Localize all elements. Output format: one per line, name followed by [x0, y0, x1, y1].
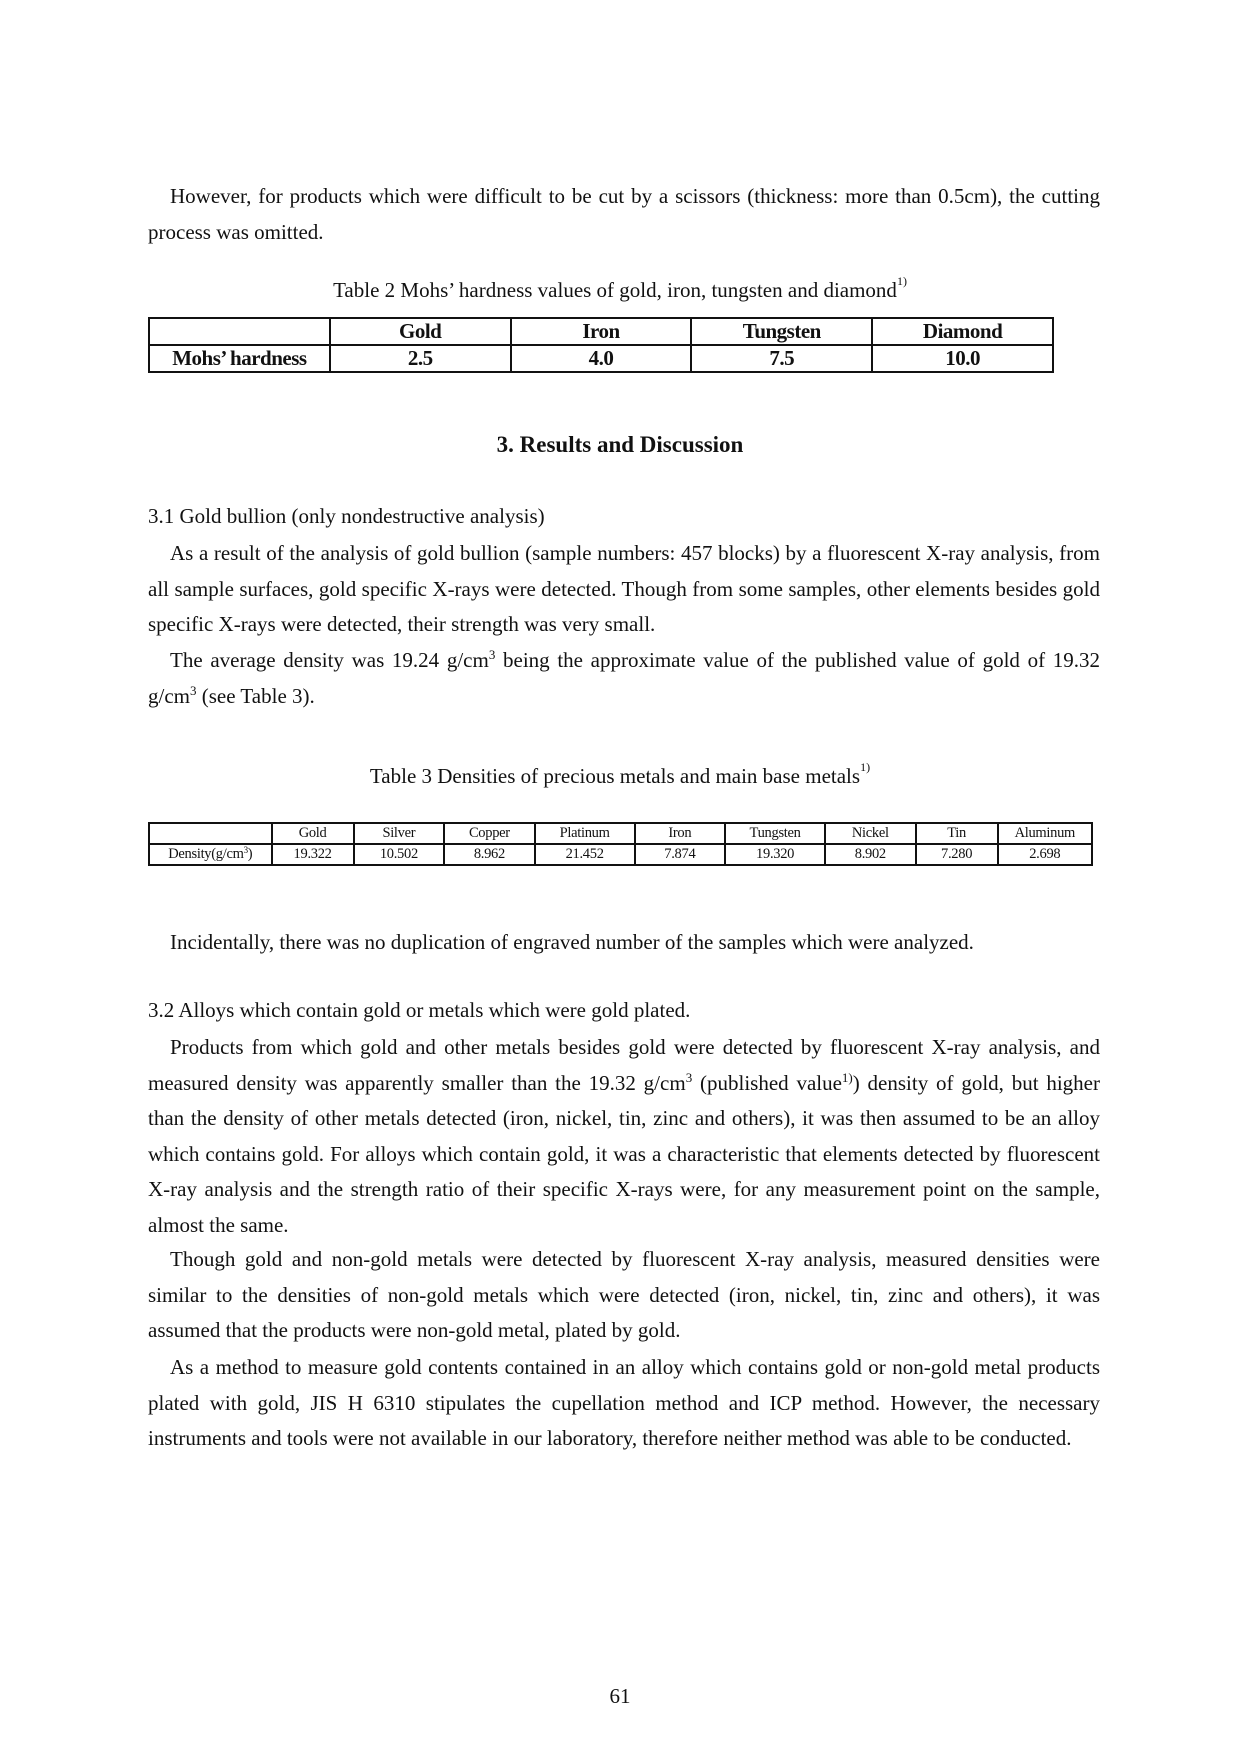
text-run: (see Table 3).: [196, 683, 315, 708]
table-header-cell: Diamond: [872, 318, 1053, 345]
superscript: 3: [243, 845, 248, 855]
table2-caption-ref: 1): [896, 274, 907, 288]
subsection-3-2-paragraph-2: Though gold and non-gold metals were detected by fluorescent X-ray analysis, measured densities were similar to the densities of non-gold metals which were detected (iron, nickel, tin, zinc and others), it was assumed that the products were non-gold metal, plated by gold.: [148, 1247, 1100, 1342]
table-cell: 19.320: [725, 844, 825, 865]
text-run: Density(g/cm: [168, 846, 244, 862]
intro-paragraph: However, for products which were difficult to be cut by a scissors (thickness: more than 0.5cm), the cutting process was omitted.: [148, 184, 1100, 244]
table-row-label: Mohs’ hardness: [149, 345, 330, 372]
table2-caption-text: Table 2 Mohs’ hardness values of gold, iron, tungsten and diamond: [333, 278, 897, 302]
table-cell: 2.5: [330, 345, 511, 372]
table-header-cell: Tin: [916, 823, 998, 844]
table-header-cell: Iron: [511, 318, 692, 345]
table-cell: 7.5: [691, 345, 872, 372]
subsection-3-2-title: 3.2 Alloys which contain gold or metals which were gold plated.: [148, 998, 691, 1022]
text-run: ) density of gold, but higher than the density of other metals detected (iron, nickel, tin, zinc and others), it was then assumed to be an alloy which contains gold. For alloys which contain gold, it was a characteristic that elements detected by fluorescent X-ray analysis and the strength ratio of their specific X-rays were, for any measurement point on the sample, almost the same.: [148, 1070, 1100, 1237]
table-header-cell: Nickel: [825, 823, 916, 844]
table-header-row: [149, 318, 1053, 345]
superscript: 3: [685, 1069, 693, 1085]
table-cell: 10.0: [872, 345, 1053, 372]
table-cell: 19.322: [272, 844, 354, 865]
table-header-cell: Iron: [635, 823, 726, 844]
page-number: 61: [609, 1684, 631, 1708]
subsection-3-1-paragraph-1: As a result of the analysis of gold bullion (sample numbers: 457 blocks) by a fluorescent X-ray analysis, from all sample surfaces, gold specific X-rays were detected. Though from some samples, other elements besides gold specific X-rays were detected, their strength was very small.: [148, 541, 1100, 636]
subsection-3-1-paragraph-3: Incidentally, there was no duplication of engraved number of the samples which were analyzed.: [170, 930, 974, 954]
table-row-label: [149, 844, 272, 865]
table-header-cell: Gold: [272, 823, 354, 844]
table-cell: 21.452: [535, 844, 635, 865]
table-header-cell: Tungsten: [725, 823, 825, 844]
table3-caption: [0, 760, 1240, 789]
table-cell: 8.902: [825, 844, 916, 865]
table-row: [149, 345, 1053, 372]
section-heading: 3. Results and Discussion: [496, 432, 744, 457]
table-cell: 7.874: [635, 844, 726, 865]
table-header-cell: Aluminum: [998, 823, 1092, 844]
text-run: (published value: [692, 1070, 842, 1095]
table3-caption-ref: 1): [860, 760, 871, 774]
table2-caption: [0, 274, 1240, 303]
table-header-row: [149, 823, 1092, 844]
table-cell: 4.0: [511, 345, 692, 372]
table-cell: 2.698: [998, 844, 1092, 865]
table-cell: 8.962: [444, 844, 535, 865]
text-run: The average density was 19.24 g/cm: [170, 648, 489, 672]
superscript: 3: [488, 647, 496, 662]
superscript: 1): [841, 1069, 853, 1085]
density-table: [148, 822, 1093, 866]
table-cell: 10.502: [354, 844, 445, 865]
subsection-3-1-paragraph-2: [148, 643, 1100, 714]
table-header-cell: Copper: [444, 823, 535, 844]
table-header-cell: Silver: [354, 823, 445, 844]
table-cell: 7.280: [916, 844, 998, 865]
table-row: [149, 844, 1092, 865]
table-header-cell: [149, 823, 272, 844]
table-header-cell: Tungsten: [691, 318, 872, 345]
subsection-3-2-paragraph-3: As a method to measure gold contents contained in an alloy which contains gold or non-gold metal products plated with gold, JIS H 6310 stipulates the cupellation method and ICP method. However, the necessary instruments and tools were not available in our laboratory, therefore neither method was able to be conducted.: [148, 1355, 1100, 1450]
table-header-cell: Gold: [330, 318, 511, 345]
text-run: being the approximate value of the published value of gold of 19.32 g/cm: [148, 648, 1100, 708]
subsection-3-1-title: 3.1 Gold bullion (only nondestructive analysis): [148, 504, 545, 528]
table-header-cell: Platinum: [535, 823, 635, 844]
text-run: ): [247, 846, 253, 862]
table3-caption-text: Table 3 Densities of precious metals and main base metals: [369, 764, 861, 788]
text-run: Products from which gold and other metals besides gold were detected by fluorescent X-ray analysis, and measured density was apparently smaller than the 19.32 g/cm: [148, 1035, 1100, 1095]
mohs-hardness-table: [148, 317, 1054, 373]
superscript: 3: [190, 682, 197, 698]
table-header-cell: [149, 318, 330, 345]
subsection-3-2-paragraph-1: [148, 1030, 1100, 1243]
